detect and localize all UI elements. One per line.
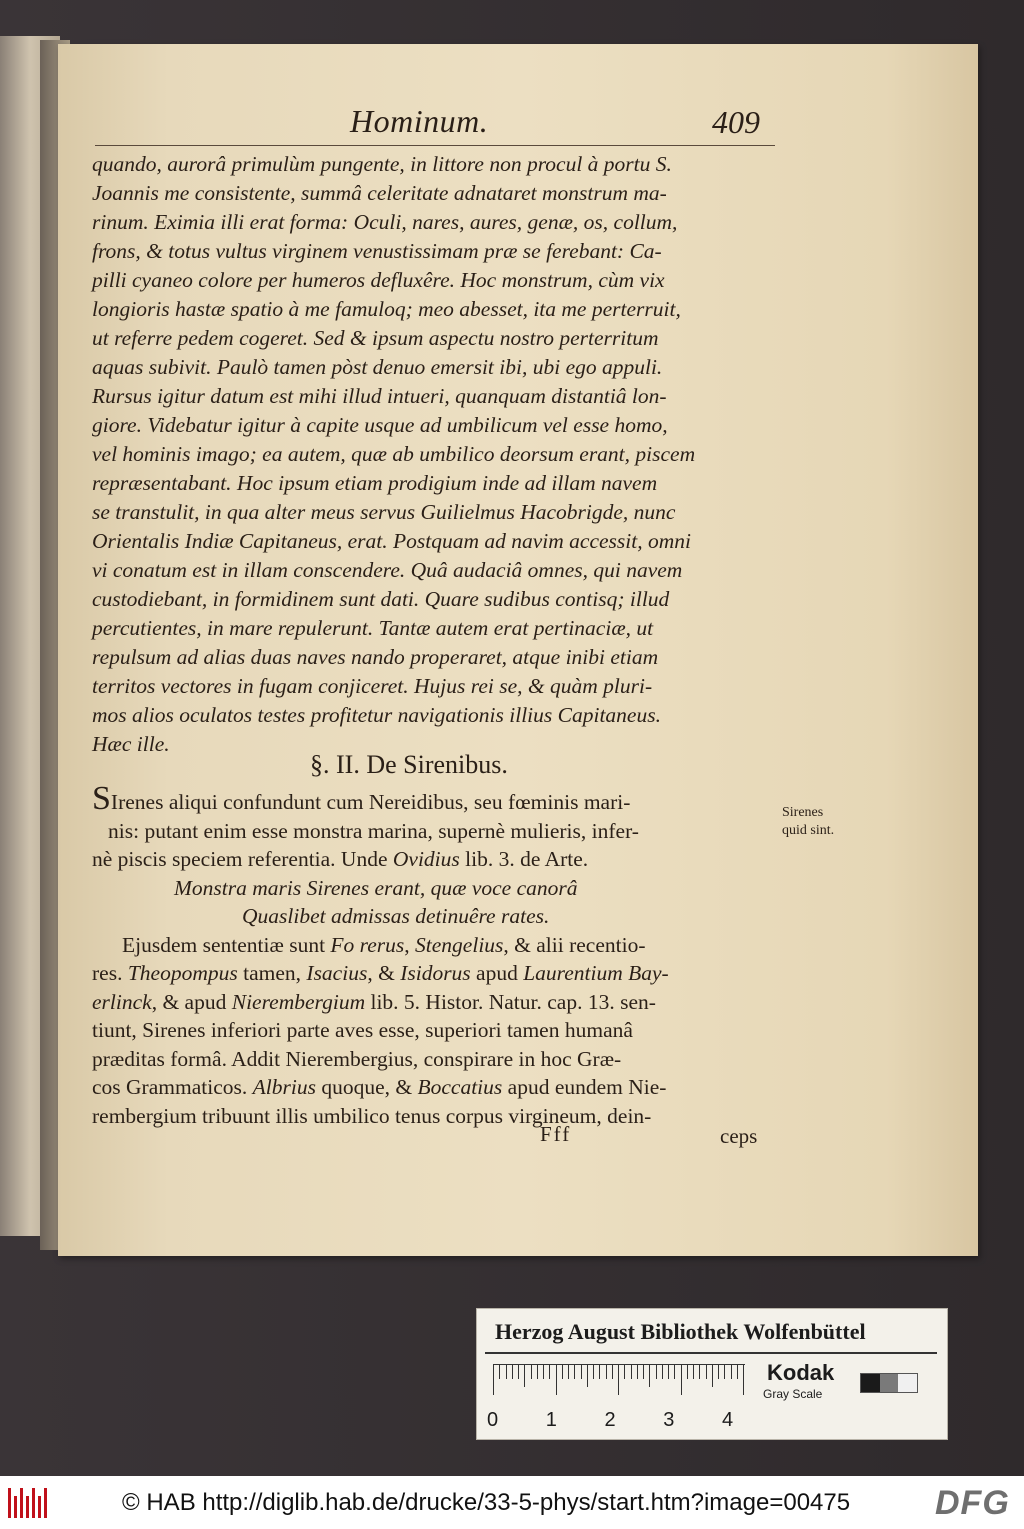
ruler-tick [631, 1365, 632, 1379]
text-line: SIrenes aliqui confundunt cum Nereidibus, seu fœminis mari- [92, 780, 631, 817]
ruler-tick [737, 1365, 738, 1379]
section-heading: §. II. De Sirenibus. [310, 750, 508, 779]
text-line: giore. Videbatur igitur à capite usque ad umbilicum vel esse homo, [92, 413, 668, 437]
text-line: territos vectores in fugam conjiceret. Hujus rei se, & quàm pluri- [92, 674, 653, 698]
page-number: 409 [712, 104, 760, 140]
gray-patch [861, 1374, 880, 1392]
ruler-tick [718, 1365, 719, 1379]
ruler-number: 1 [545, 1409, 557, 1431]
ruler-tick [612, 1365, 613, 1379]
ruler-tick [668, 1365, 669, 1379]
ruler-tick [524, 1365, 525, 1387]
footer-url[interactable]: © HAB http://diglib.hab.de/drucke/33-5-phys/start.htm?image=00475 [122, 1489, 851, 1516]
hab-logo-bar [26, 1496, 29, 1518]
text-line: res. Theopompus tamen, Isacius, & Isidorus apud Laurentium Bay- [92, 961, 669, 985]
ruler-tick [512, 1365, 513, 1379]
text-line: se transtulit, in qua alter meus servus Guilielmus Hacobrigde, nunc [92, 500, 676, 524]
text-line: percutientes, in mare repulerunt. Tantæ autem erat pertinaciæ, ut [92, 616, 654, 640]
text-line: Rursus igitur datum est mihi illud intueri, quanquam distantiâ lon- [92, 384, 667, 408]
hab-logo-bar [20, 1488, 23, 1518]
ruler-tick [574, 1365, 575, 1379]
ruler-tick [681, 1365, 682, 1395]
body-passage [92, 780, 782, 1130]
ruler-tick [637, 1365, 638, 1379]
ruler-tick [731, 1365, 732, 1379]
ruler-number: 3 [663, 1409, 675, 1431]
hab-logo-bar [38, 1496, 41, 1518]
text-line: Hæc ille. [92, 732, 170, 756]
dfg-logo[interactable]: DFG [935, 1484, 1010, 1522]
gray-patch [880, 1374, 899, 1392]
ruler-number: 2 [604, 1409, 616, 1431]
text-line: longioris hastæ spatio à me famuloq; meo abesset, ita me perterruit, [92, 297, 681, 321]
ruler-tick [599, 1365, 600, 1379]
library-name: Herzog August Bibliothek Wolfenbüttel [495, 1319, 866, 1344]
text-line: vi conatum est in illam conscendere. Quâ audaciâ omnes, qui navem [92, 558, 683, 582]
text-line: Joannis me consistente, summâ celeritate adnataret monstrum ma- [92, 181, 667, 205]
ruler-tick [687, 1365, 688, 1379]
gray-patch [898, 1374, 917, 1392]
ruler-tick [706, 1365, 707, 1379]
ruler-tick [743, 1365, 744, 1395]
text-line: erlinck, & apud Nierembergium lib. 5. Histor. Natur. cap. 13. sen- [92, 989, 656, 1014]
ruler-tick [649, 1365, 650, 1387]
hab-logo-bar [32, 1488, 35, 1518]
ruler-tick [693, 1365, 694, 1379]
text-line: aquas subivit. Paulò tamen pòst denuo emersit ibi, ubi ego appuli. [92, 355, 663, 379]
gray-scale-patches [860, 1373, 918, 1393]
hab-logo-icon[interactable] [8, 1488, 48, 1518]
hab-logo-bar [14, 1496, 17, 1518]
ruler-tick [674, 1365, 675, 1379]
ruler-tick [624, 1365, 625, 1379]
ruler-tick [581, 1365, 582, 1379]
ruler-tick [549, 1365, 550, 1379]
ruler-tick [606, 1365, 607, 1379]
verse-line: Monstra maris Sirenes erant, quæ voce canorâ [174, 875, 578, 900]
text-line: nè piscis speciem referentia. Unde Ovidius lib. 3. de Arte. [92, 847, 589, 871]
ruler-tick [643, 1365, 644, 1379]
drop-cap: S [92, 780, 111, 817]
ruler-tick [506, 1365, 507, 1379]
ruler-tick [587, 1365, 588, 1387]
viewer-footer [0, 1476, 1024, 1529]
gray-scale-label: Gray Scale [763, 1387, 823, 1401]
running-head: Hominum. [350, 103, 489, 139]
ruler-tick [593, 1365, 594, 1379]
hab-logo-bar [8, 1488, 11, 1518]
ruler-tick [662, 1365, 663, 1379]
text-line: pilli cyaneo colore per humeros defluxêre. Hoc monstrum, cùm vix [92, 268, 665, 292]
ruler-tick [556, 1365, 557, 1395]
catchword: ceps [720, 1124, 758, 1148]
text-line: rinum. Eximia illi erat forma: Oculi, nares, aures, genæ, os, collum, [92, 210, 678, 234]
ruler-tick [618, 1365, 619, 1395]
text-line: quando, aurorâ primulùm pungente, in littore non procul à portu S. [92, 152, 672, 176]
text-line: repræsentabant. Hoc ipsum etiam prodigium inde ad illam navem [92, 471, 658, 495]
head-rule [95, 145, 775, 146]
text-line: rembergium tribuunt illis umbilico tenus corpus virgineum, dein- [92, 1103, 652, 1128]
verse-line: Quaslibet admissas detinuêre rates. [242, 904, 550, 928]
ruler-number: 0 [487, 1409, 499, 1431]
text-line: ut referre pedem cogeret. Sed & ipsum aspectu nostro perterritum [92, 326, 659, 350]
library-color-card [476, 1308, 948, 1440]
text-line: repulsum ad alias duas naves nando properaret, atque inibi etiam [92, 645, 659, 669]
ruler-tick [699, 1365, 700, 1379]
margin-note: Sirenes quid sint. [782, 805, 835, 838]
ruler-number: 4 [722, 1409, 734, 1431]
ruler-tick [499, 1365, 500, 1379]
text-line: Ejusdem sententiæ sunt Fo rerus, Stengelius, & alii recentio- [122, 932, 646, 957]
ruler-tick [562, 1365, 563, 1379]
ruler-tick [531, 1365, 532, 1379]
kodak-brand: Kodak [767, 1360, 835, 1385]
text-line: tiunt, Sirenes inferiori parte aves esse, superiori tamen humanâ [92, 1018, 633, 1042]
ruler-tick [518, 1365, 519, 1379]
text-line: frons, & totus vultus virginem venustissimam præ se ferebant: Ca- [92, 239, 662, 263]
ruler-tick [493, 1365, 494, 1395]
ruler-tick [712, 1365, 713, 1387]
hab-logo-bar [44, 1488, 47, 1518]
ruler-tick [724, 1365, 725, 1379]
text-line: præditas formâ. Addit Nierembergius, conspirare in hoc Græ- [92, 1046, 622, 1071]
signature-mark: Fff [540, 1122, 572, 1146]
text-line: nis: putant enim esse monstra marina, supernè mulieris, infer- [108, 818, 639, 843]
ruler-tick [568, 1365, 569, 1379]
text-line: mos alios oculatos testes profitetur navigationis illius Capitaneus. [92, 703, 661, 727]
ruler-tick [543, 1365, 544, 1379]
ruler-tick [537, 1365, 538, 1379]
text-line: Orientalis Indiæ Capitaneus, erat. Postquam ad navim accessit, omni [92, 529, 691, 553]
ruler-tick [656, 1365, 657, 1379]
text-line: vel hominis imago; ea autem, quæ ab umbilico deorsum erant, piscem [92, 442, 696, 466]
italic-passage [92, 150, 782, 759]
text-line: cos Grammaticos. Albrius quoque, & Boccatius apud eundem Nie- [92, 1075, 667, 1099]
scale-ruler [487, 1364, 745, 1431]
text-line: custodiebant, in formidinem sunt dati. Quare sudibus contisq; illud [92, 587, 670, 611]
label-rule [485, 1352, 937, 1354]
